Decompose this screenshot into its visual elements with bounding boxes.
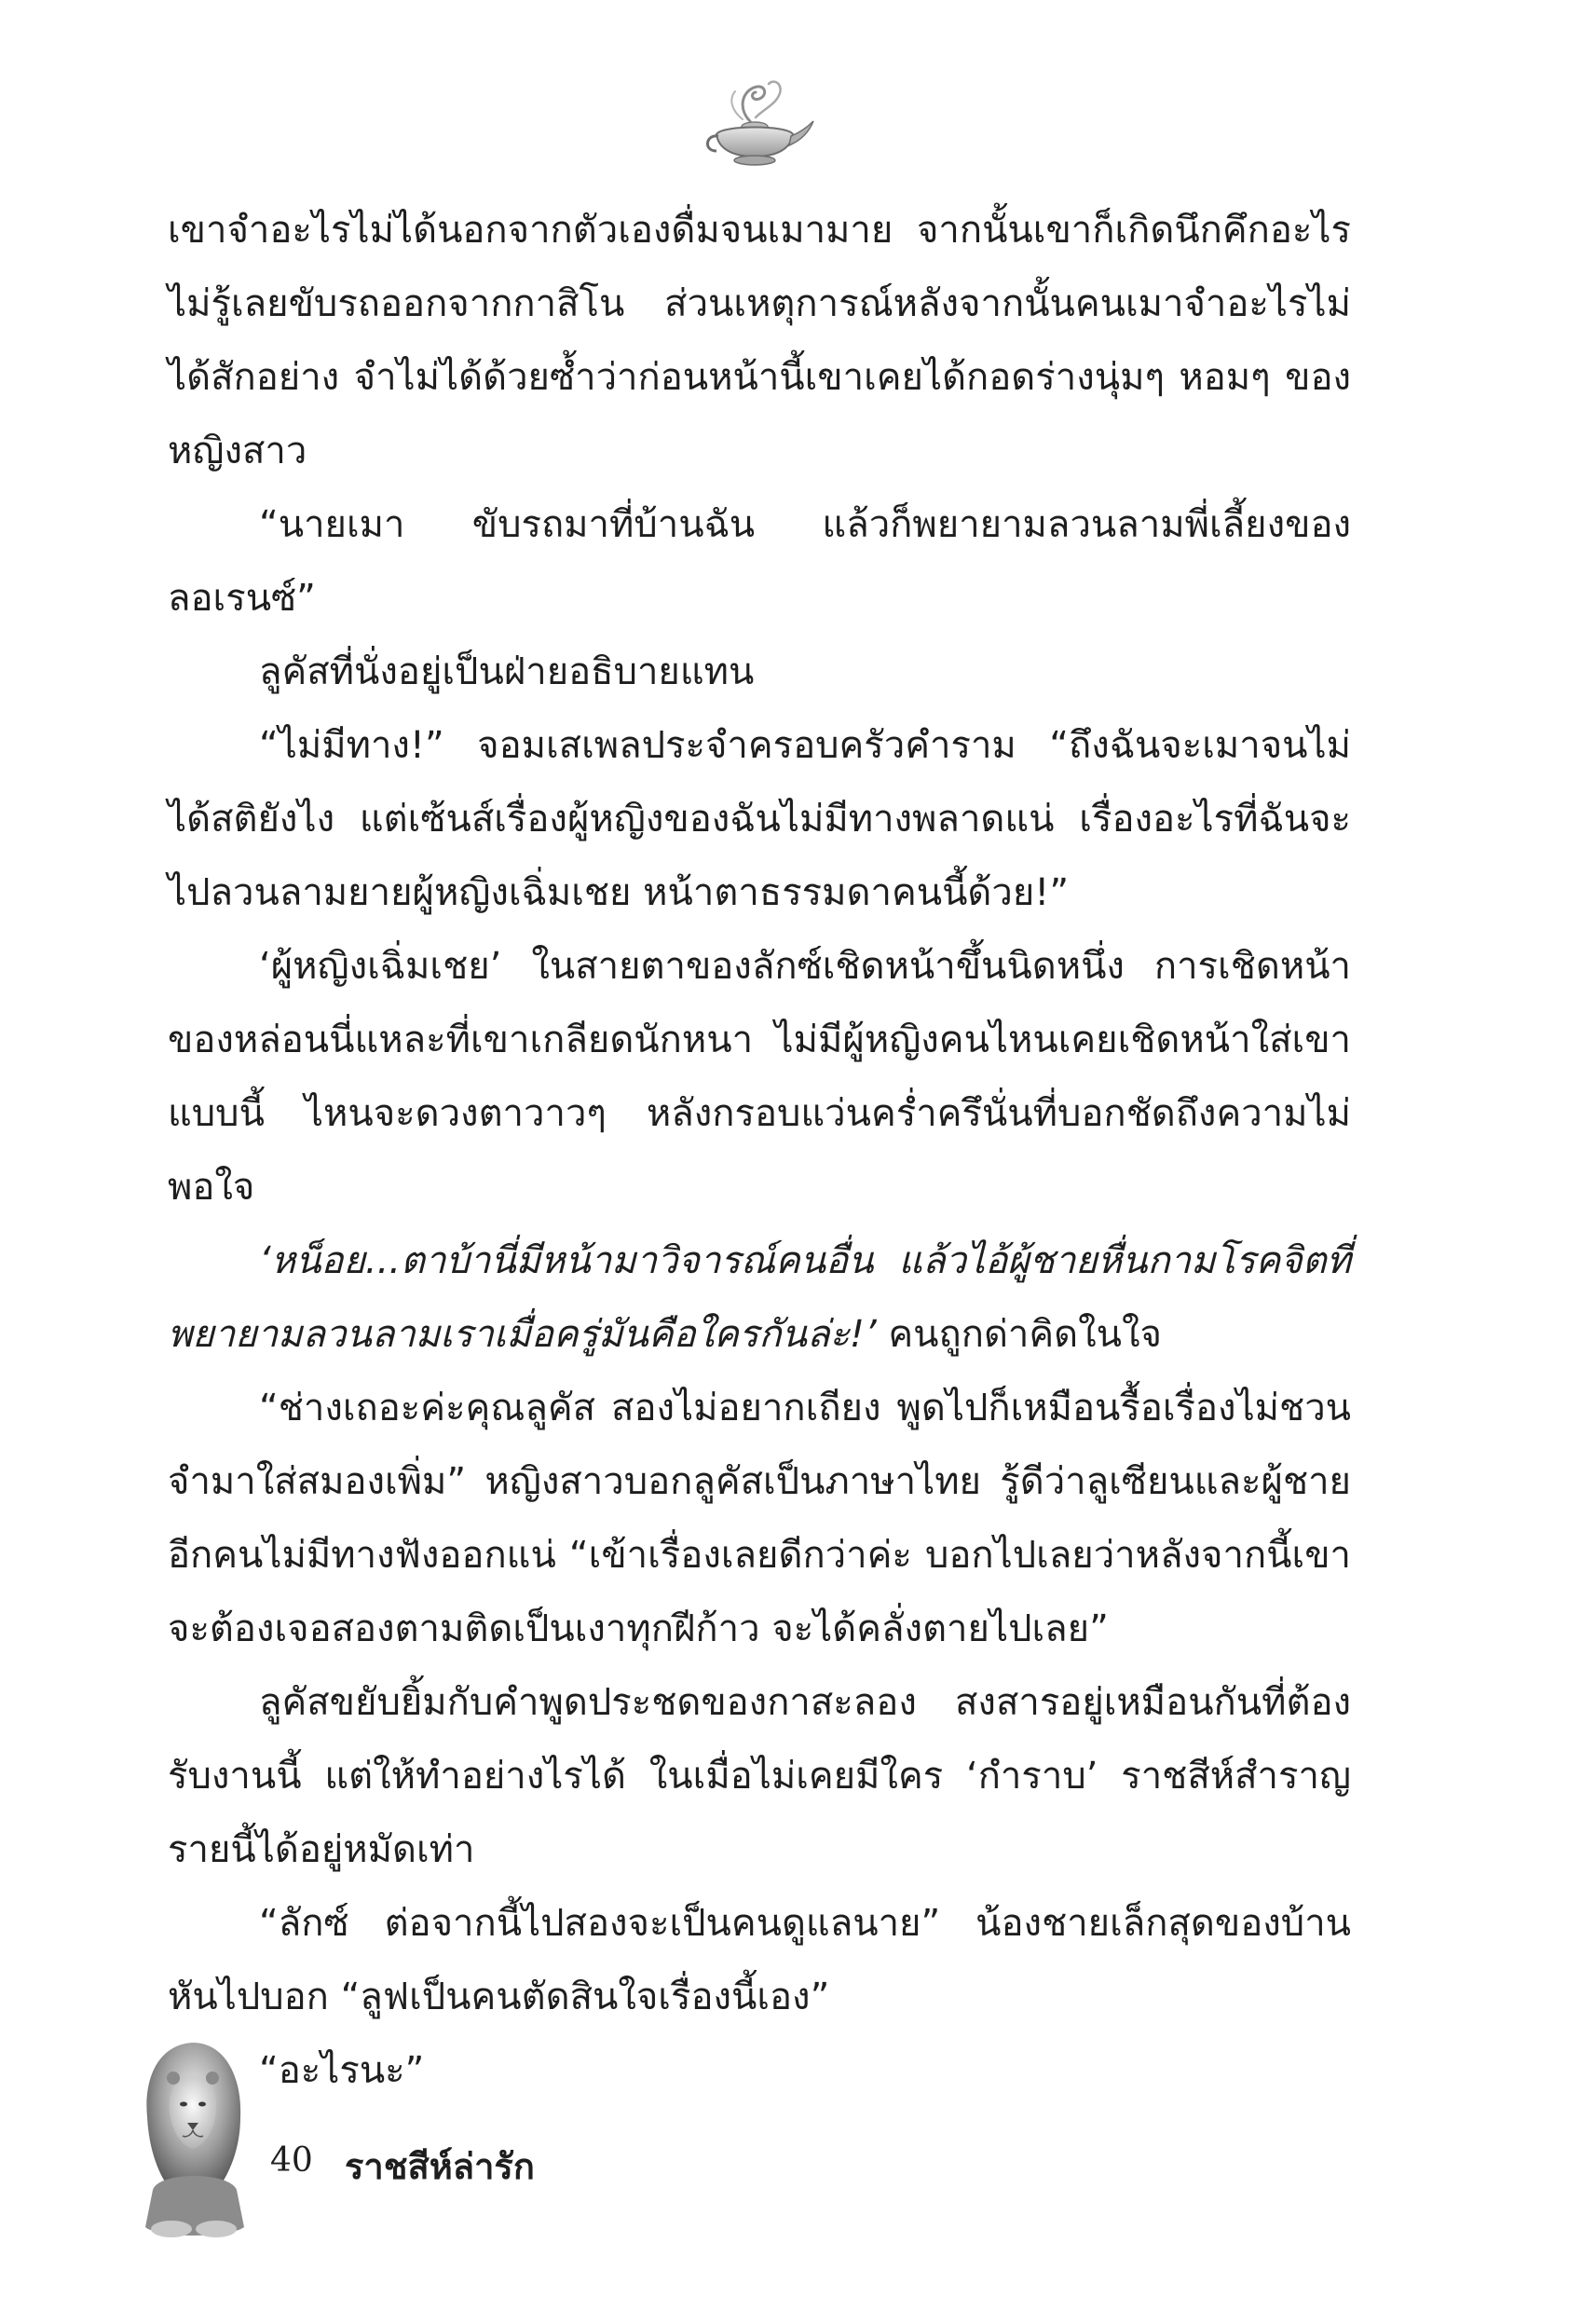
lion-icon (140, 2031, 247, 2241)
paragraph-text: “อะไรนะ” (259, 2049, 425, 2092)
paragraph (168, 709, 1351, 930)
paragraph-text: คนถูกด่าคิดในใจ (876, 1313, 1162, 1356)
paragraph (168, 1224, 1351, 1372)
paragraph-text: เขาจำอะไรไม่ได้นอกจากตัวเองดื่มจนเมามาย จากนั้นเขาก็เกิดนึกคึกอะไรไม่รู้เลยขับรถออกจากกาสิโน ส่วนเหตุการณ์หลังจากนั้นคนเมาจำอะไรไม่ได้สักอย่าง จำไม่ได้ด้วยซ้ำว่าก่อนหน้านี้เขาเคยได้กอดร่างนุ่มๆ หอมๆ ของหญิงสาว (168, 209, 1351, 472)
body-text (168, 194, 1351, 2108)
lamp-icon (694, 73, 815, 175)
page-number: 40 (270, 2141, 313, 2180)
paragraph (168, 1666, 1351, 1887)
paragraph-text: ลูคัสที่นั่งอยู่เป็นฝ่ายอธิบายแทน (259, 650, 755, 693)
paragraph (168, 1372, 1351, 1666)
page-footer (140, 2031, 792, 2264)
paragraph-text: ‘ผู้หญิงเฉิ่มเชย’ ในสายตาของลักซ์เชิดหน้าขึ้นนิดหนึ่ง การเชิดหน้าของหล่อนนี่แหละที่เขาเกลียดนักหนา ไม่มีผู้หญิงคนไหนเคยเชิดหน้าใส่เขาแบบนี้ ไหนจะดวงตาวาวๆ หลังกรอบแว่นคร่ำครึนั่นที่บอกชัดถึงความไม่พอใจ (168, 945, 1351, 1209)
paragraph (168, 194, 1351, 488)
paragraph-text: “นายเมา ขับรถมาที่บ้านฉัน แล้วก็พยายามลวนลามพี่เลี้ยงของลอเรนซ์” (168, 503, 1351, 620)
paragraph (168, 1887, 1351, 2034)
paragraph-text: “ไม่มีทาง!” จอมเสเพลประจำครอบครัวคำราม “ถึงฉันจะเมาจนไม่ได้สติยังไง แต่เซ้นส์เรื่องผู้หญิงของฉันไม่มีทางพลาดแน่ เรื่องอะไรที่ฉันจะไปลวนลามยายผู้หญิงเฉิ่มเชย หน้าตาธรรมดาคนนี้ด้วย!” (168, 724, 1351, 914)
paragraph (168, 930, 1351, 1224)
inner-thought-text: ‘หน็อย...ตาบ้านี่มีหน้ามาวิจารณ์คนอื่น แล้วไอ้ผู้ชายหื่นกามโรคจิตที่พยายามลวนลามเราเมื่อครู่มันคือใครกันล่ะ!’ (168, 1239, 1351, 1356)
book-title: ราชสีห์ล่ารัก (345, 2146, 535, 2187)
paragraph-text: “ช่างเถอะค่ะคุณลูคัส สองไม่อยากเถียง พูดไปก็เหมือนรื้อเรื่องไม่ชวนจำมาใส่สมองเพิ่ม” หญิงสาวบอกลูคัสเป็นภาษาไทย รู้ดีว่าลูเซียนและผู้ชายอีกคนไม่มีทางฟังออกแน่ “เข้าเรื่องเลยดีกว่าค่ะ บอกไปเลยว่าหลังจากนี้เขาจะต้องเจอสองตามติดเป็นเงาทุกฝีก้าว จะได้คลั่งตายไปเลย” (168, 1387, 1351, 1650)
paragraph (168, 636, 1351, 709)
paragraph-text: “ลักซ์ ต่อจากนี้ไปสองจะเป็นคนดูแลนาย” น้องชายเล็กสุดของบ้านหันไปบอก “ลูฟเป็นคนตัดสินใจเรื่องนี้เอง” (168, 1902, 1351, 2018)
paragraph-text: ลูคัสขยับยิ้มกับคำพูดประชดของกาสะลอง สงสารอยู่เหมือนกันที่ต้องรับงานนี้ แต่ให้ทำอย่างไรได้ ในเมื่อไม่เคยมีใคร ‘กำราบ’ ราชสีห์สำราญรายนี้ได้อยู่หมัดเท่า (168, 1681, 1351, 1871)
paragraph (168, 488, 1351, 636)
